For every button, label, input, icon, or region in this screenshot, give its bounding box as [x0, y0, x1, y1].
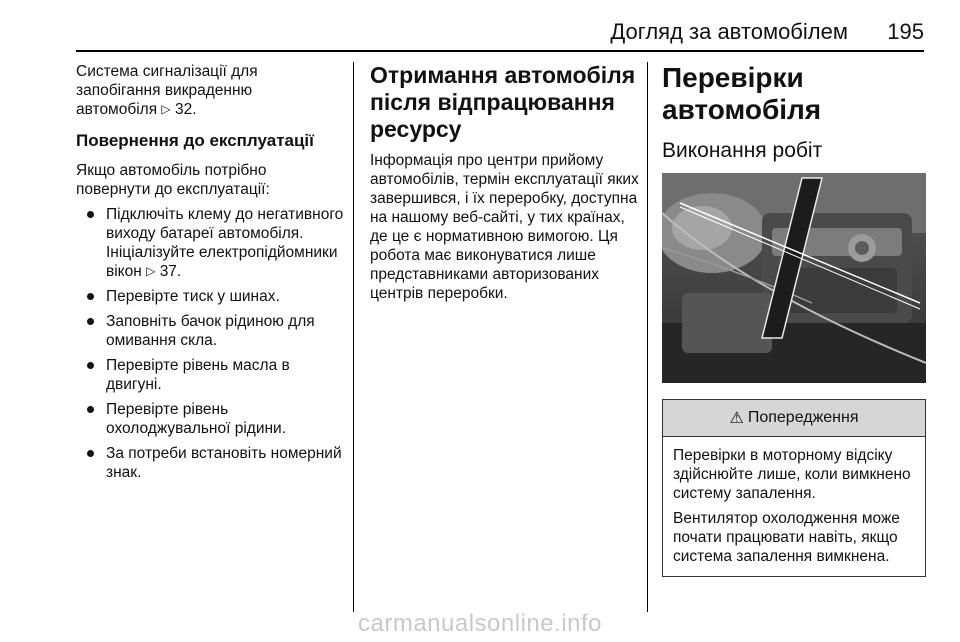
reference-arrow-icon: ▷ — [161, 102, 171, 116]
bullet-icon — [87, 450, 94, 457]
bullet-ref: 37. — [159, 263, 182, 280]
list-item — [76, 400, 344, 438]
intro-line-3: автомобіля — [76, 101, 158, 118]
list-item — [76, 287, 344, 306]
column-divider-right — [647, 62, 648, 612]
intro-line-1: Система сигналізації для — [76, 63, 258, 80]
warning-triangle-icon: ⚠ — [729, 410, 744, 427]
column-left — [76, 62, 344, 482]
lead-paragraph: Якщо автомобіль потрібно повернути до експлуатації: — [76, 162, 270, 198]
warning-paragraph-2: Вентилятор охолодження може почати працювати навіть, якщо система запалення вимкнена. — [673, 510, 900, 565]
list-item-text: За потреби встановіть номерний знак. — [106, 445, 342, 481]
header-title: Догляд за автомобілем — [610, 19, 848, 44]
list-item-text: Перевірте тиск у шинах. — [106, 288, 280, 305]
watermark: carmanualsonline.info — [358, 610, 602, 637]
bullet-icon — [87, 362, 94, 369]
bullet-icon — [87, 406, 94, 413]
warning-body — [663, 437, 925, 576]
bullet-icon — [87, 211, 94, 218]
bullet-icon — [87, 318, 94, 325]
warning-box — [662, 399, 926, 577]
intro-ref: 32. — [174, 101, 197, 118]
list-item — [76, 205, 344, 281]
column-middle — [370, 62, 646, 303]
list-item — [76, 312, 344, 350]
page-header — [0, 0, 960, 52]
page-number: 195 — [887, 19, 924, 44]
warning-paragraph-1: Перевірки в моторному відсіку здійснюйте лише, коли вимкнено систему запалення. — [673, 447, 911, 502]
column-divider-left — [353, 62, 354, 612]
subheading: Виконання робіт — [662, 139, 823, 162]
section-heading: Отримання автомобіля після відпрацювання ресурсу — [370, 62, 636, 142]
intro-line-2: запобігання викраденню — [76, 82, 253, 99]
section-title: Повернення до експлуатації — [76, 131, 314, 150]
intro-paragraph — [76, 62, 344, 119]
column-right — [662, 62, 926, 577]
list-item-text: Підключіть клему до негативного виходу батареї автомобіля. Ініціалізуйте електропідйомники вікон — [106, 206, 344, 280]
list-item-text: Перевірте рівень масла в двигуні. — [106, 357, 290, 393]
checklist — [76, 205, 344, 482]
header-rule — [76, 50, 924, 52]
warning-header — [663, 400, 925, 437]
bullet-icon — [87, 293, 94, 300]
list-item-text: Перевірте рівень охолоджувальної рідини. — [106, 401, 287, 437]
chapter-heading: Перевірки автомобіля — [662, 62, 822, 125]
warning-title: Попередження — [747, 409, 859, 426]
list-item — [76, 356, 344, 394]
list-item-text: Заповніть бачок рідиною для омивання скла. — [106, 313, 315, 349]
section-body: Інформація про центри прийому автомобілів, термін експлуатації яких завершився, і їх переробку, доступна на нашому веб-сайті, у тих країнах, де це є нормативною вимогою. Ця робота має виконуватися лише представниками авторизованих центрів переробки. — [370, 152, 639, 302]
reference-arrow-icon: ▷ — [146, 264, 156, 278]
list-item — [76, 444, 344, 482]
engine-bay-photo — [662, 173, 926, 383]
